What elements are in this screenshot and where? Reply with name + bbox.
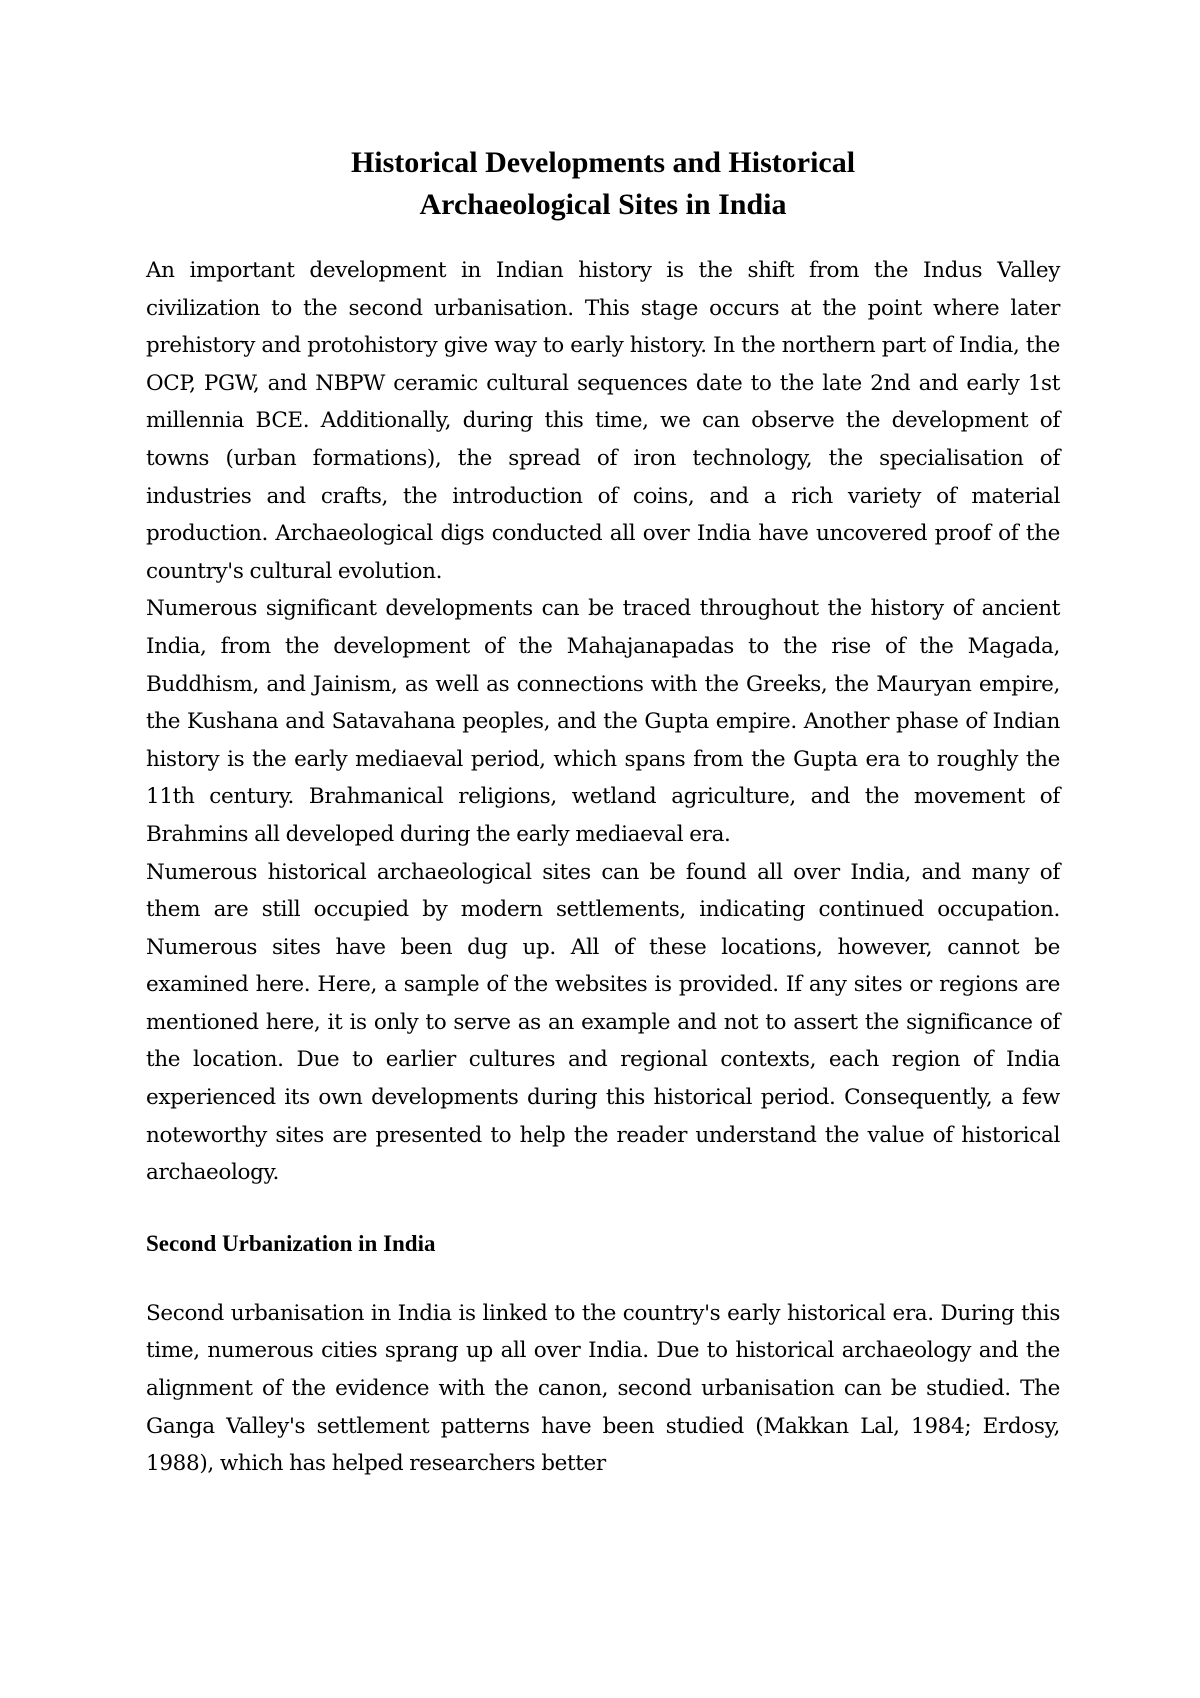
section-heading: Second Urbanization in India bbox=[146, 1230, 436, 1256]
paragraph-developments: Numerous significant developments can be traced throughout the history of ancient India, from the development of the Mahajanapadas to the rise of the Magada, Buddhism, and Jainism, as well as connections with the Greeks, the Mauryan empire, the Kushana and Satavahana peoples, and the Gupta empire. Another phase of Indian history is the early mediaeval period, which spans from the Gupta era to roughly the 11th century. Brahmanical religions, wetland agriculture, and the movement of Brahmins all developed during the early mediaeval era. bbox=[146, 596, 1060, 847]
paragraph-sites: Numerous historical archaeological sites can be found all over India, and many of them are still occupied by modern settlements, indicating continued occupation. Numerous sites have been dug up. All of these locations, however, cannot be examined here. Here, a sample of the websites is provided. If any sites or regions are mentioned here, it is only to serve as an example and not to assert the significance of the location. Due to earlier cultures and regional contexts, each region of India experienced its own developments during this historical period. Consequently, a few noteworthy sites are presented to help the reader understand the value of historical archaeology. bbox=[146, 859, 1060, 1186]
title-line-1: Historical Developments and Historical bbox=[350, 146, 856, 179]
document-title bbox=[146, 142, 1060, 226]
document-page bbox=[146, 0, 1060, 1698]
paragraph-second-urbanization: Second urbanisation in India is linked to the country's early historical era. During this time, numerous cities sprang up all over India. Due to historical archaeology and the alignment of the evidence with the canon, second urbanisation can be studied. The Ganga Valley's settlement patterns have been studied (Makkan Lal, 1984; Erdosy, 1988), which has helped researchers better bbox=[146, 1300, 1060, 1477]
title-line-2: Archaeological Sites in India bbox=[419, 188, 787, 221]
paragraph-intro: An important development in Indian history is the shift from the Indus Valley civilization to the second urbanisation. This stage occurs at the point where later prehistory and protohistory give way to early history. In the northern part of India, the OCP, PGW, and NBPW ceramic cultural sequences date to the late 2nd and early 1st millennia BCE. Additionally, during this time, we can observe the development of towns (urban formations), the spread of iron technology, the specialisation of industries and crafts, the introduction of coins, and a rich variety of material production. Archaeological digs conducted all over India have uncovered proof of the country's cultural evolution. bbox=[146, 258, 1060, 584]
